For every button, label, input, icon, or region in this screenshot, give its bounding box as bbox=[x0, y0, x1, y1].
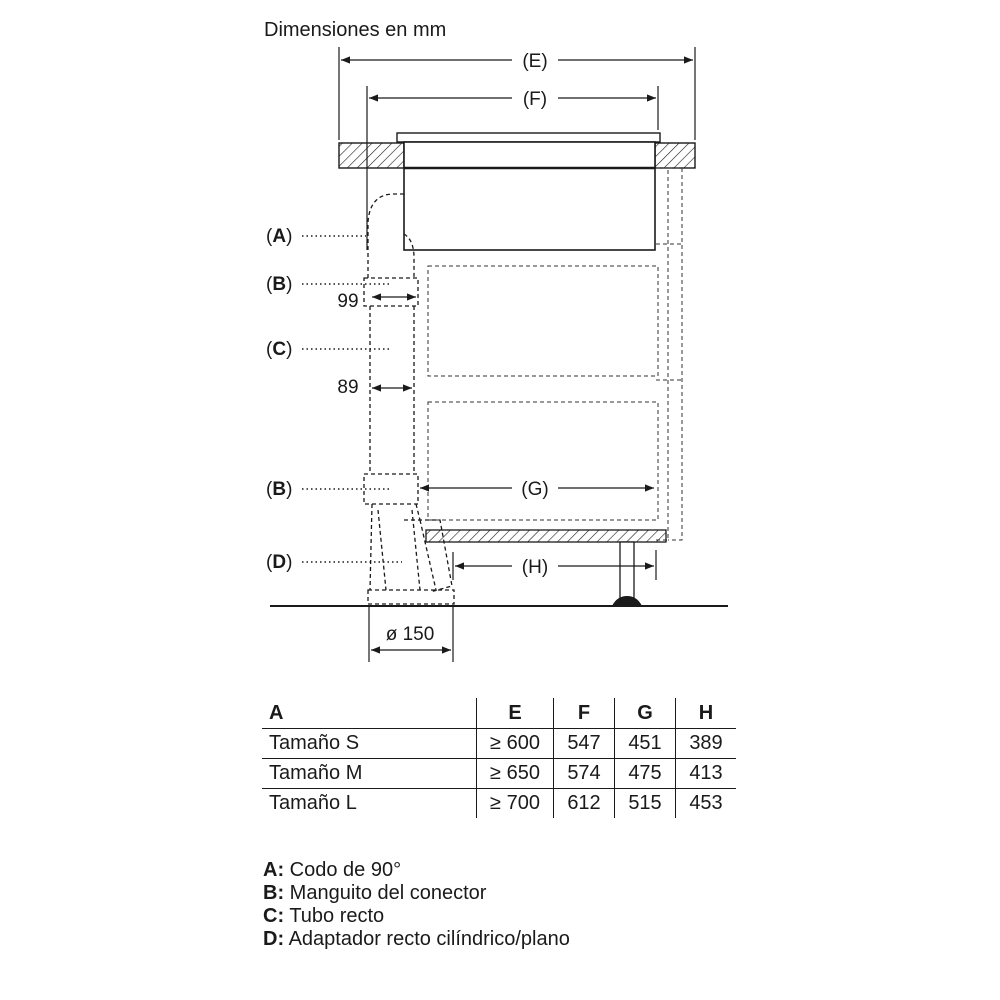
dimension-99-label: 99 bbox=[337, 291, 359, 312]
legend-item bbox=[263, 905, 570, 928]
table-cell: ≥ 700 bbox=[477, 789, 554, 819]
header-cell: A bbox=[262, 698, 477, 729]
legend-key: A: bbox=[263, 859, 285, 881]
legend-text: Manguito del conector bbox=[289, 882, 487, 904]
table-cell: 515 bbox=[615, 789, 676, 819]
header-cell: F bbox=[554, 698, 615, 729]
callout-c bbox=[266, 339, 390, 360]
table-cell: 547 bbox=[554, 729, 615, 759]
svg-text:(C): (C) bbox=[266, 339, 293, 360]
table-row bbox=[262, 789, 736, 819]
legend-text: Codo de 90° bbox=[289, 859, 402, 881]
callout-c-letter: C bbox=[272, 339, 287, 360]
svg-text:(A): (A) bbox=[266, 226, 293, 247]
table-cell: ≥ 600 bbox=[477, 729, 554, 759]
legend bbox=[263, 859, 570, 951]
table-cell: 475 bbox=[615, 759, 676, 789]
callout-d-letter: D bbox=[272, 552, 287, 573]
table-cell: Tamaño L bbox=[262, 789, 477, 819]
cooktop bbox=[397, 133, 660, 250]
legend-text: Adaptador recto cilíndrico/plano bbox=[288, 928, 570, 950]
header-cell: G bbox=[615, 698, 676, 729]
callout-b-upper bbox=[266, 274, 390, 295]
dimensions-table bbox=[262, 698, 736, 818]
svg-text:(D): (D) bbox=[266, 552, 293, 573]
svg-text:(B): (B) bbox=[266, 479, 293, 500]
page-title: Dimensiones en mm bbox=[264, 19, 447, 41]
dimension-89-label: 89 bbox=[337, 377, 359, 398]
legend-item bbox=[263, 859, 570, 882]
table-cell: 574 bbox=[554, 759, 615, 789]
table-cell: 451 bbox=[615, 729, 676, 759]
table-header-row bbox=[262, 698, 736, 729]
table-cell: Tamaño S bbox=[269, 732, 360, 754]
dimension-h-label: (H) bbox=[521, 557, 549, 578]
callout-b-letter: B bbox=[272, 274, 287, 295]
legend-key: D: bbox=[263, 928, 285, 950]
callout-d bbox=[266, 552, 402, 573]
table-cell: Tamaño M bbox=[262, 759, 477, 789]
legend-item bbox=[263, 928, 570, 951]
table-cell: 453 bbox=[676, 789, 737, 819]
dimension-e bbox=[339, 47, 695, 140]
table-row bbox=[262, 759, 736, 789]
table-cell: ≥ 650 bbox=[477, 759, 554, 789]
dimension-g-label: (G) bbox=[521, 479, 549, 500]
table-cell: 389 bbox=[676, 729, 737, 759]
legend-key: B: bbox=[263, 882, 285, 904]
callout-a-letter: A bbox=[272, 226, 287, 247]
callout-a bbox=[266, 226, 366, 247]
dimension-e-label: (E) bbox=[522, 51, 548, 72]
header-cell: E bbox=[477, 698, 554, 729]
callout-b-lower bbox=[266, 479, 390, 500]
legend-item bbox=[263, 882, 570, 905]
dimension-f-label: (F) bbox=[522, 89, 548, 110]
legend-text: Tubo recto bbox=[289, 905, 385, 927]
table-cell: 612 bbox=[554, 789, 615, 819]
header-cell: H bbox=[676, 698, 737, 729]
dimension-150-label: ø 150 bbox=[385, 624, 435, 645]
table-cell: 413 bbox=[676, 759, 737, 789]
callout-b-letter: B bbox=[272, 479, 287, 500]
legend-key: C: bbox=[263, 905, 285, 927]
table-row bbox=[262, 729, 736, 759]
svg-text:(B): (B) bbox=[266, 274, 293, 295]
